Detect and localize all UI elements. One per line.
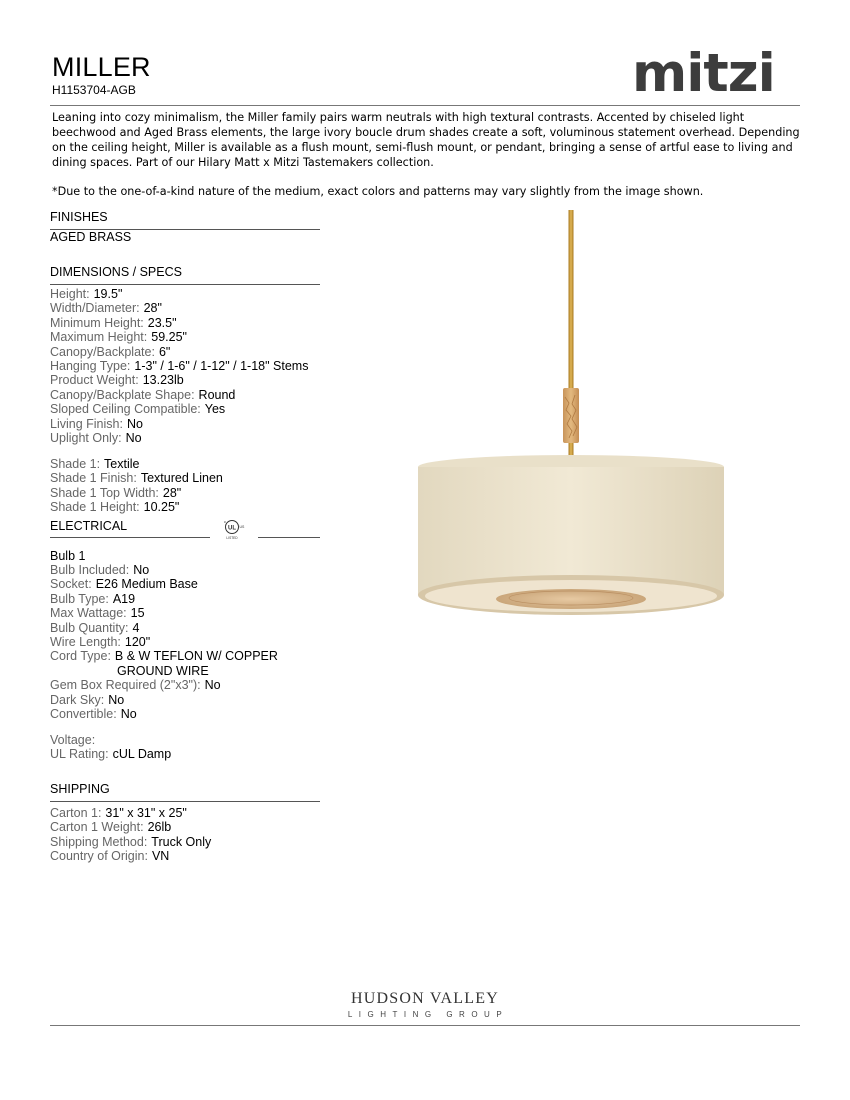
spec-row: Wire Length: 120" xyxy=(50,635,151,650)
disclaimer-note: *Due to the one-of-a-kind nature of the medium, exact colors and patterns may vary slightly from the image shown. xyxy=(52,185,704,198)
spec-row: Shipping Method: Truck Only xyxy=(50,834,212,849)
finishes-value: AGED BRASS xyxy=(50,230,132,244)
spec-row: Socket: E26 Medium Base xyxy=(50,577,198,592)
shade-spec-list xyxy=(50,457,223,515)
spec-row: Canopy/Backplate: 6" xyxy=(50,344,171,359)
electrical-spec-list xyxy=(50,563,278,721)
spec-row: Carton 1: 31" x 31" x 25" xyxy=(50,806,187,820)
spec-row: Shade 1: Textile xyxy=(50,457,140,471)
spec-row-continuation: GROUND WIRE xyxy=(117,663,209,678)
spec-row: Shade 1 Finish: Textured Linen xyxy=(50,471,223,486)
spec-row: Max Wattage: 15 xyxy=(50,606,145,621)
spec-row: Bulb Included: No xyxy=(50,563,150,577)
svg-text:UL: UL xyxy=(228,525,236,532)
spec-row: Canopy/Backplate Shape: Round xyxy=(50,387,236,402)
footer-logo-line2: LIGHTING GROUP xyxy=(347,1010,509,1019)
product-sku: H1153704-AGB xyxy=(52,83,136,97)
spec-row: Country of Origin: VN xyxy=(50,849,170,864)
spec-row: Living Finish: No xyxy=(50,416,143,431)
spec-row: Bulb Quantity: 4 xyxy=(50,620,140,635)
dimensions-spec-list xyxy=(50,287,308,445)
svg-text:US: US xyxy=(239,525,245,529)
ul-listed-icon xyxy=(222,518,246,542)
spec-row: Cord Type: B & W TEFLON W/ COPPER xyxy=(50,649,278,664)
spec-row: Convertible: No xyxy=(50,707,137,722)
spec-row: Gem Box Required (2"x3"): No xyxy=(50,678,221,693)
spec-row: Shade 1 Height: 10.25" xyxy=(50,500,180,515)
spec-row: Height: 19.5" xyxy=(50,287,123,301)
finishes-heading: FINISHES xyxy=(50,210,320,230)
spec-row: Voltage: xyxy=(50,733,96,747)
spec-row: Product Weight: 13.23lb xyxy=(50,373,184,388)
spec-row: Bulb Type: A19 xyxy=(50,591,136,606)
electrical-heading: ELECTRICAL xyxy=(50,519,128,533)
brand-logo: mitzi xyxy=(632,43,775,104)
footer-divider xyxy=(50,1025,800,1026)
product-image xyxy=(410,205,735,625)
spec-row: Dark Sky: No xyxy=(50,692,125,707)
spec-row: Sloped Ceiling Compatible: Yes xyxy=(50,402,226,417)
dimensions-heading: DIMENSIONS / SPECS xyxy=(50,265,320,285)
spec-row: Hanging Type: 1-3" / 1-6" / 1-12" / 1-18" Stems xyxy=(50,359,309,374)
spec-row: Minimum Height: 23.5" xyxy=(50,315,177,330)
electrical-divider-left xyxy=(50,537,210,538)
spec-row: Maximum Height: 59.25" xyxy=(50,330,187,345)
shipping-heading: SHIPPING xyxy=(50,782,320,802)
spec-row: Width/Diameter: 28" xyxy=(50,301,162,316)
voltage-spec-list xyxy=(50,733,171,762)
brass-stem xyxy=(569,210,574,388)
svg-text:LISTED: LISTED xyxy=(226,536,238,540)
footer-logo xyxy=(0,990,850,1019)
header-divider xyxy=(50,105,800,106)
spec-row: UL Rating: cUL Damp xyxy=(50,747,172,762)
spec-row: Shade 1 Top Width: 28" xyxy=(50,485,182,500)
footer-logo-line1: HUDSON VALLEY xyxy=(351,990,499,1007)
electrical-divider-right xyxy=(258,537,320,538)
product-description: Leaning into cozy minimalism, the Miller family pairs warm neutrals with high textural contrasts. Accented by chiseled light beechwood and Aged Brass elements, the large ivory boucle drum shades create a soft, voluminous statement overhead. Depending on the ceiling height, Miller is available as a flush mount, semi-flush mount, or pendant, bringing a sense of artful ease to living and dining spaces. Part of our Hilary Matt x Mitzi Tastemakers collection. xyxy=(52,111,800,169)
spec-row: Uplight Only: No xyxy=(50,431,142,446)
spec-row: Carton 1 Weight: 26lb xyxy=(50,820,172,835)
diffuser xyxy=(496,589,646,609)
shipping-spec-list xyxy=(50,806,211,864)
bulb-title: Bulb 1 xyxy=(50,549,86,563)
svg-text:c: c xyxy=(224,519,226,524)
product-title: MILLER xyxy=(52,52,151,82)
